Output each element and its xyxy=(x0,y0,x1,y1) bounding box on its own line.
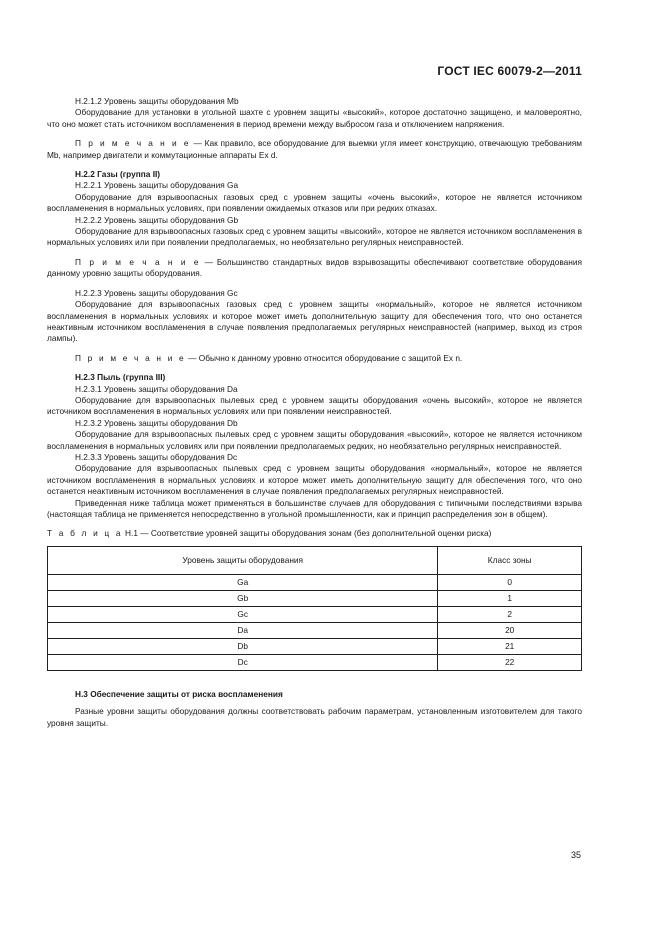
table-row xyxy=(48,606,582,622)
paragraph-h223: Оборудование для взрывоопасных газовых сред с уровнем защиты «нормальный», которое не является источником воспламенения в нормальных условиях и которое может иметь дополнительную защиту для обеспечения того, что оно останется неактивным источником воспламенения в случае появления предполагаемых регулярных неисправностей (например, выход из строя лампы). xyxy=(47,299,582,344)
document-body xyxy=(47,96,582,729)
table-header-row xyxy=(48,546,582,574)
table-row xyxy=(48,622,582,638)
section-heading-h233: H.2.3.3 Уровень защиты оборудования Dc xyxy=(75,451,238,462)
page-number: 35 xyxy=(570,850,581,860)
note-label: П р и м е ч а н и е xyxy=(75,352,186,363)
note-text: — Обычно к данному уровню относится оборудование с защитой Ex n. xyxy=(185,352,463,363)
note-h212 xyxy=(47,138,582,161)
section-heading-h3: H.3 Обеспечение защиты от риска воспламенения xyxy=(75,688,283,699)
section-heading-h22: H.2.2 Газы (группа II) xyxy=(75,169,161,180)
table-row xyxy=(48,638,582,654)
paragraph-h233: Оборудование для взрывоопасных пылевых сред с уровнем защиты оборудования «нормальный», которое не является источником воспламенения в нормальных условиях и которое может иметь дополнительную защиту для обеспечения того, что оно останется неактивным источником воспламенения в случае появления предполагаемых регулярных неисправностей. xyxy=(47,463,582,497)
section-heading-h23: H.2.3 Пыль (группа III) xyxy=(75,372,166,383)
table-caption-label: Т а б л и ц а xyxy=(47,528,123,539)
note-h223 xyxy=(47,353,582,364)
section-heading-h212: H.2.1.2 Уровень защиты оборудования Mb xyxy=(75,96,239,106)
column-header-level: Уровень защиты оборудования xyxy=(48,546,438,574)
table-row xyxy=(48,574,582,590)
section-heading-h221: H.2.2.1 Уровень защиты оборудования Ga xyxy=(75,180,239,191)
cell-zone: 21 xyxy=(438,638,582,654)
note-h222 xyxy=(47,257,582,280)
cell-level: Da xyxy=(48,622,438,638)
cell-level: Gc xyxy=(48,606,438,622)
paragraph-table-intro: Приведенная ниже таблица может применяться в большинстве случаев для оборудования с типичными последствиями взрыва (настоящая таблица не применяется непосредственно в угольной промышленности, как и принцип распределения зон в общем). xyxy=(47,497,582,519)
paragraph-h221: Оборудование для взрывоопасных газовых сред с уровнем защиты «очень высокий», которое не является источником воспламенения в нормальных условиях, при появлении ожидаемых отказов или при редких отказах. xyxy=(47,191,582,214)
table-row xyxy=(48,654,582,670)
note-label: П р и м е ч а н и е xyxy=(75,256,201,267)
note-label: П р и м е ч а н и е xyxy=(75,138,191,149)
cell-zone: 1 xyxy=(438,590,582,606)
cell-zone: 22 xyxy=(438,654,582,670)
cell-zone: 20 xyxy=(438,622,582,638)
cell-level: Gb xyxy=(48,590,438,606)
cell-zone: 2 xyxy=(438,606,582,622)
section-heading-h222: H.2.2.2 Уровень защиты оборудования Gb xyxy=(75,214,239,225)
table-caption-text: H.1 — Соответствие уровней защиты оборудования зонам (без дополнительной оценки риска) xyxy=(122,528,492,539)
cell-zone: 0 xyxy=(438,574,582,590)
zone-table xyxy=(47,546,582,671)
cell-level: Db xyxy=(48,638,438,654)
note-text: — Большинство стандартных видов взрывозащиты обеспечивают соответствие оборудования данному уровню защиты оборудования. xyxy=(47,256,582,279)
cell-level: Dc xyxy=(48,654,438,670)
paragraph-h3: Разные уровни защиты оборудования должны соответствовать рабочим параметрам, установленным изготовителем для такого уровня защиты. xyxy=(47,706,582,728)
column-header-zone: Класс зоны xyxy=(438,546,582,574)
table-row xyxy=(48,590,582,606)
paragraph-h222: Оборудование для взрывоопасных газовых сред с уровнем защиты «высокий», которое не является источником воспламенения в нормальных условиях или при появлении предполагаемых, но необязательно регулярных неисправностей. xyxy=(47,226,582,248)
note-text: — Как правило, все оборудование для выемки угля имеет конструкцию, отвечающую требованиям Mb, например двигатели и коммутационные аппараты Ex d. xyxy=(47,138,582,160)
paragraph-h212: Оборудование для установки в угольной шахте с уровнем защиты «высокий», которое достаточно защищено, и маловероятно, что оно может стать источником воспламенения в период времени между выбросом газа и отключением напряжения. xyxy=(47,107,582,129)
document-header: ГОСТ IEC 60079-2—2011 xyxy=(437,64,582,78)
paragraph-h232: Оборудование для взрывоопасных пылевых сред с уровнем защиты оборудования «высокий», которое не является источником воспламенения в нормальных условиях или при появлении предполагаемых редких, но необязательно регулярных неисправностей. xyxy=(47,429,582,451)
table-caption xyxy=(47,528,582,539)
section-heading-h232: H.2.3.2 Уровень защиты оборудования Db xyxy=(75,417,238,428)
section-heading-h223: H.2.2.3 Уровень защиты оборудования Gc xyxy=(75,287,238,298)
paragraph-h231: Оборудование для взрывоопасных пылевых сред с уровнем защиты оборудования «очень высокий», которое не является источником воспламенения в нормальных условиях или при появлении неисправностей. xyxy=(47,394,582,417)
cell-level: Ga xyxy=(48,574,438,590)
section-heading-h231: H.2.3.1 Уровень защиты оборудования Da xyxy=(75,383,238,394)
